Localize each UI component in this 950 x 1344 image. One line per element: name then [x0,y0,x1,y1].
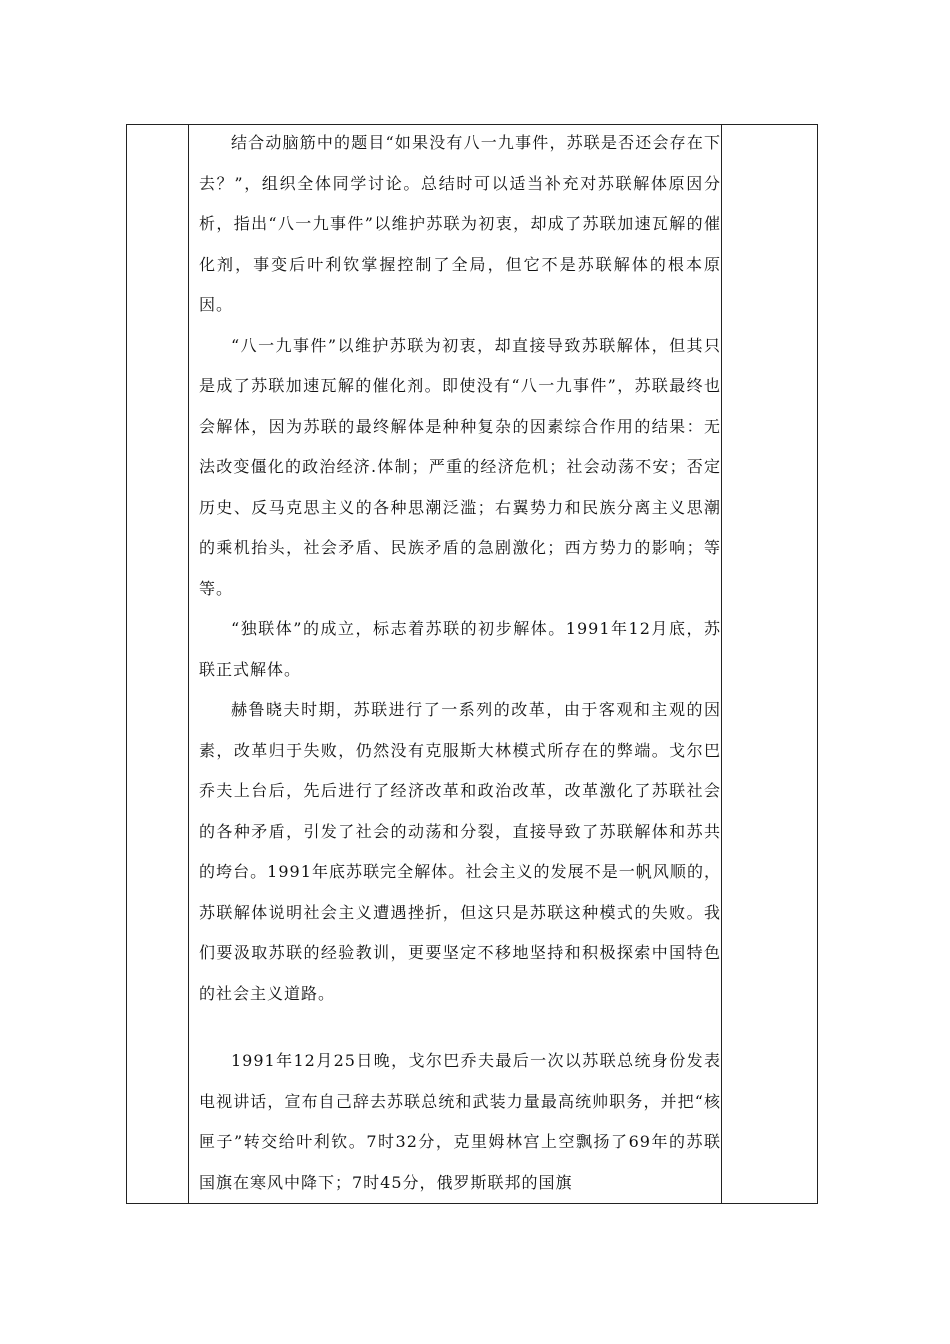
content-column-cell [189,125,722,1204]
left-column-cell [127,125,189,1204]
paragraph-gorbachev-resignation: 1991年12月25日晚，戈尔巴乔夫最后一次以苏联总统身份发表电视讲话，宣布自己辞去苏联总统和武装力量最高统帅职务，并把“核匣子”转交给叶利钦。7时32分，克里姆林宫上空飘扬了69年的苏联国旗在寒风中降下；7时45分，俄罗斯联邦的国旗 [199,1051,721,1192]
paragraph-discussion: 结合动脑筋中的题目“如果没有八一九事件，苏联是否还会存在下去？”，组织全体同学讨论。总结时可以适当补充对苏联解体原因分析，指出“八一九事件”以维护苏联为初衷，却成了苏联加速瓦解的催化剂，事变后叶利钦掌握控制了全局，但它不是苏联解体的根本原因。 [199,133,721,314]
lesson-plan-table [126,124,818,1204]
table-row [127,125,818,1204]
paragraph-reform-summary: 赫鲁晓夫时期，苏联进行了一系列的改革，由于客观和主观的因素，改革归于失败，仍然没有克服斯大林模式所存在的弊端。戈尔巴乔夫上台后，先后进行了经济改革和政治改革，改革激化了苏联社会的各种矛盾，引发了社会的动荡和分裂，直接导致了苏联解体和苏共的垮台。1991年底苏联完全解体。社会主义的发展不是一帆风顺的，苏联解体说明社会主义遭遇挫折，但这只是苏联这种模式的失败。我们要汲取苏联的经验教训，更要坚定不移地坚持和积极探索中国特色的社会主义道路。 [199,700,721,1003]
right-column-cell [722,125,818,1204]
content-body [189,123,721,1203]
paragraph-cis-founding: “独联体”的成立，标志着苏联的初步解体。1991年12月底，苏联正式解体。 [199,619,721,679]
paragraph-819-event: “八一九事件”以维护苏联为初衷，却直接导致苏联解体，但其只是成了苏联加速瓦解的催化剂。即使没有“八一九事件”，苏联最终也会解体，因为苏联的最终解体是种种复杂的因素综合作用的结果：无法改变僵化的政治经济.体制；严重的经济危机；社会动荡不安；否定历史、反马克思主义的各种思潮泛滥；右翼势力和民族分离主义思潮的乘机抬头，社会矛盾、民族矛盾的急剧激化；西方势力的影响；等等。 [199,335,721,598]
